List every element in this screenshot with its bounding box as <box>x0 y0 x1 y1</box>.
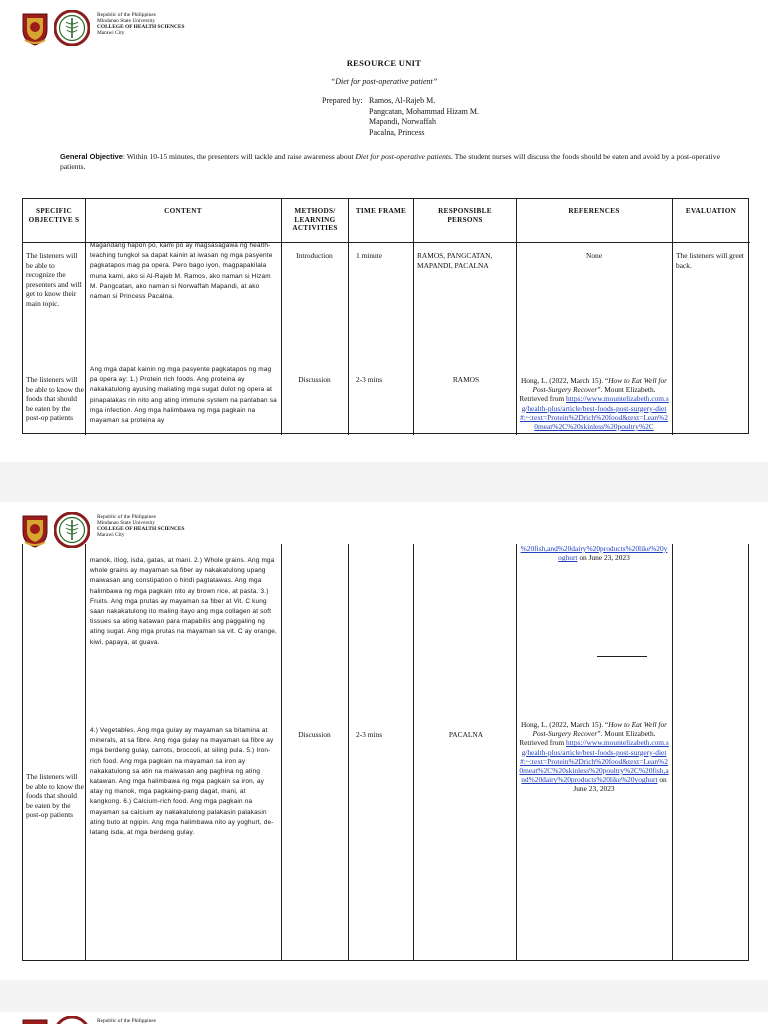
row2-method: Discussion <box>298 375 331 384</box>
presenter-name: Mapandi, Norwaffah <box>369 117 436 126</box>
institution-header <box>97 12 185 36</box>
presenter-name: Pacalna, Princess <box>369 127 425 137</box>
general-objective <box>60 152 720 172</box>
header-methods: METHODS/ LEARNING ACTIVITIES <box>292 207 338 233</box>
row3-content: manok, itlog, isda, gatas, at mani. 2.) Whole grains. Ang mga whole grains ay mayaman sa fiber ay nakakatulong upang maiwasan ang constipation o hindi pagtatawas. Ang mga halimbawa ng mga pagkain nito ay brown rice, at pasta. 3.) Fruits. Ang mga prutas ay mayaman sa fiber at Vit. C kung saan nakakatulong ito maling itayo ang mga collagen at soft tissues sa ating katawan para mapabilis ang paggaling ng ating sugat. Ang mga prutas na mayaman sa vit. C ay orange, kiwi, papaya, at guava. <box>90 557 277 646</box>
row4-method: Discussion <box>298 730 331 739</box>
row4-content: 4.) Vegetables. Ang mga gulay ay mayaman sa bitamina at minerals, at sa fibre. Ang mga gulay na mayaman sa fibre ay mga berdeng gulay, carrots, broccoli, at siling pula. 5.) Iron-rich food. Ang mga pagkain na mayaman sa iron ay nakakatulong sa atin na maiwasan ang paghina ng ating katawan. Ang mga halimbawa ng mga pagkain sa iron, ay atay ng manok, mga pagkaing-pang dagat, mani, at kangkong. 6.) Calcium-rich food. Ang mga pagkain na mayaman sa calcium ay nakakatulong palakasin palakasin ating buto at ngipin. Ang mga halimbawa nito ay yoghurt, de-latang isda, at mga berdeng gulay. <box>90 727 274 837</box>
reference-link[interactable]: %20fish,and%20dairy%20products%20like%20yoghurt <box>520 544 668 563</box>
ref-retrieved-date: on June 23, 2023 <box>573 775 667 794</box>
header-college: COLLEGE OF HEALTH SCIENCES <box>97 526 185 532</box>
row4-references <box>519 720 669 794</box>
row1-time: 1 minute <box>356 251 383 260</box>
row1-evaluation: The listeners will greet back. <box>676 251 744 270</box>
row2-objective: The listeners will be able to know the foods that should be eaten by the post-op patients <box>26 375 84 422</box>
resource-table <box>22 198 749 434</box>
presenter-name: Ramos, Al-Rajeb M. <box>369 96 436 105</box>
row1-persons: RAMOS, PANGCATAN, MAPANDI, PACALNA <box>417 251 493 270</box>
header-responsible-persons: RESPONSIBLE PERSONS <box>438 207 492 224</box>
chs-seal-icon <box>54 512 90 548</box>
row1-references: None <box>585 251 602 260</box>
document-title: RESOURCE UNIT <box>346 58 422 68</box>
row3-references <box>519 544 669 562</box>
objective-label: General Objective <box>60 152 123 161</box>
page-1 <box>0 0 768 462</box>
page-3 <box>0 1012 768 1024</box>
row2-content: Ang mga dapat kainin ng mga pasyente pagkatapos ng mag pa opera ay: 1.) Protein rich foods. Ang proteina ay nakakatulong ayusing maliating mga sugat dulot ng opera at pinapalakas rin nito ang ating immune system na panlaban sa mga infection. Ang mga halimbawa ng mga pagkain na mayaman sa proteina ay <box>90 366 277 425</box>
objective-text-end: . The student nurses will discuss the foods should be eaten and avoid by a post-operative patients. <box>60 152 720 171</box>
header-republic: Republic of the Philippines <box>97 1018 156 1024</box>
header-city: Marawi City <box>97 532 125 538</box>
msu-seal-icon <box>20 1016 50 1024</box>
row4-objective: The listeners will be able to know the foods that should be eaten by the post-op patients <box>26 772 84 819</box>
row1-objective: The listeners will be able to recognize the presenters and will get to know their main topic. <box>26 251 82 308</box>
row1-content: Magandang hapon po, kami po ay magsasagawa ng health-teaching tungkol sa dapat kainin at iwasan ng mga pasyente pagkatapos mag pa opera. Pero bago iyon, magpapakilala muna kami, ako si Al-Rajeb M. Ramos, ako naman si Hizam M. Pangcatan, ako naman si Norwaffah Mapandi, at ako naman si Princess Pacalna. <box>90 242 273 301</box>
row4-persons: PACALNA <box>448 730 484 739</box>
header-content: CONTENT <box>164 207 202 215</box>
ref-source: ”. Mount Elizabeth. Retrieved from <box>519 385 656 404</box>
row2-persons: RAMOS <box>452 375 480 384</box>
header-republic: Republic of the Philippines <box>97 12 156 18</box>
ref-author: Hong, L. (2022, March 15). “ <box>520 376 609 385</box>
institution-header <box>97 514 185 538</box>
row4-time: 2-3 mins <box>356 730 383 739</box>
ref-author: Hong, L. (2022, March 15). “ <box>520 720 609 729</box>
objective-topic: Diet for post-operative patients <box>355 152 451 161</box>
document-subtitle: “Diet for post-operative patient” <box>330 77 438 86</box>
page-2 <box>0 502 768 980</box>
reference-link[interactable]: https://www.mountelizabeth.com.sg/health-plus/article/best-foods-post-surgery-diet#:~:text=Protein%2Drich%20food&text=Lean%20meat%2C%20skinless%20poultry%2C%20fish,and%20dairy%20products%20like%20yoghurt <box>519 738 669 785</box>
row2-references <box>519 376 669 432</box>
header-university: Mindanao State University <box>97 520 156 526</box>
objective-text: : Within 10-15 minutes, the presenters will tackle and raise awareness about <box>122 152 356 161</box>
reference-link[interactable]: https://www.mountelizabeth.com.sg/health-plus/article/best-foods-post-surgery-diet#:~:text=Protein%2Drich%20food&text=Lean%20meat%2C%20skinless%20poultry%2C <box>520 394 669 432</box>
header-city: Marawi City <box>97 30 125 36</box>
header-specific-objectives: SPECIFIC OBJECTIVE S <box>28 207 80 224</box>
header-college: COLLEGE OF HEALTH SCIENCES <box>97 24 185 30</box>
header-university: Mindanao State University <box>97 18 156 24</box>
header-references: REFERENCES <box>568 207 620 215</box>
header-evaluation: EVALUATION <box>685 207 737 215</box>
header-republic: Republic of the Philippines <box>97 514 156 520</box>
presenter-name: Pangcatan, Mohammad Hizam M. <box>369 106 479 116</box>
ref-source: ”. Mount Elizabeth. Retrieved from <box>519 729 656 748</box>
row2-time: 2-3 mins <box>356 375 383 384</box>
msu-seal-icon <box>20 512 50 548</box>
ref-title: How to Eat Well for Post-Surgery Recover <box>532 376 668 395</box>
divider-line <box>597 656 647 657</box>
ref-title: How to Eat Well for Post-Surgery Recover <box>532 720 668 739</box>
msu-seal-icon <box>20 10 50 46</box>
presenter-names <box>369 96 479 138</box>
ref-retrieved-date: on June 23, 2023 <box>577 553 630 563</box>
chs-seal-icon <box>54 10 90 46</box>
resource-table-continued <box>22 544 749 961</box>
header-time-frame: TIME FRAME <box>355 207 407 215</box>
prepared-label: Prepared by: <box>322 96 363 105</box>
institution-header <box>97 1018 156 1024</box>
chs-seal-icon <box>54 1016 90 1024</box>
row1-method: Introduction <box>296 251 333 260</box>
page-gap <box>0 462 768 502</box>
